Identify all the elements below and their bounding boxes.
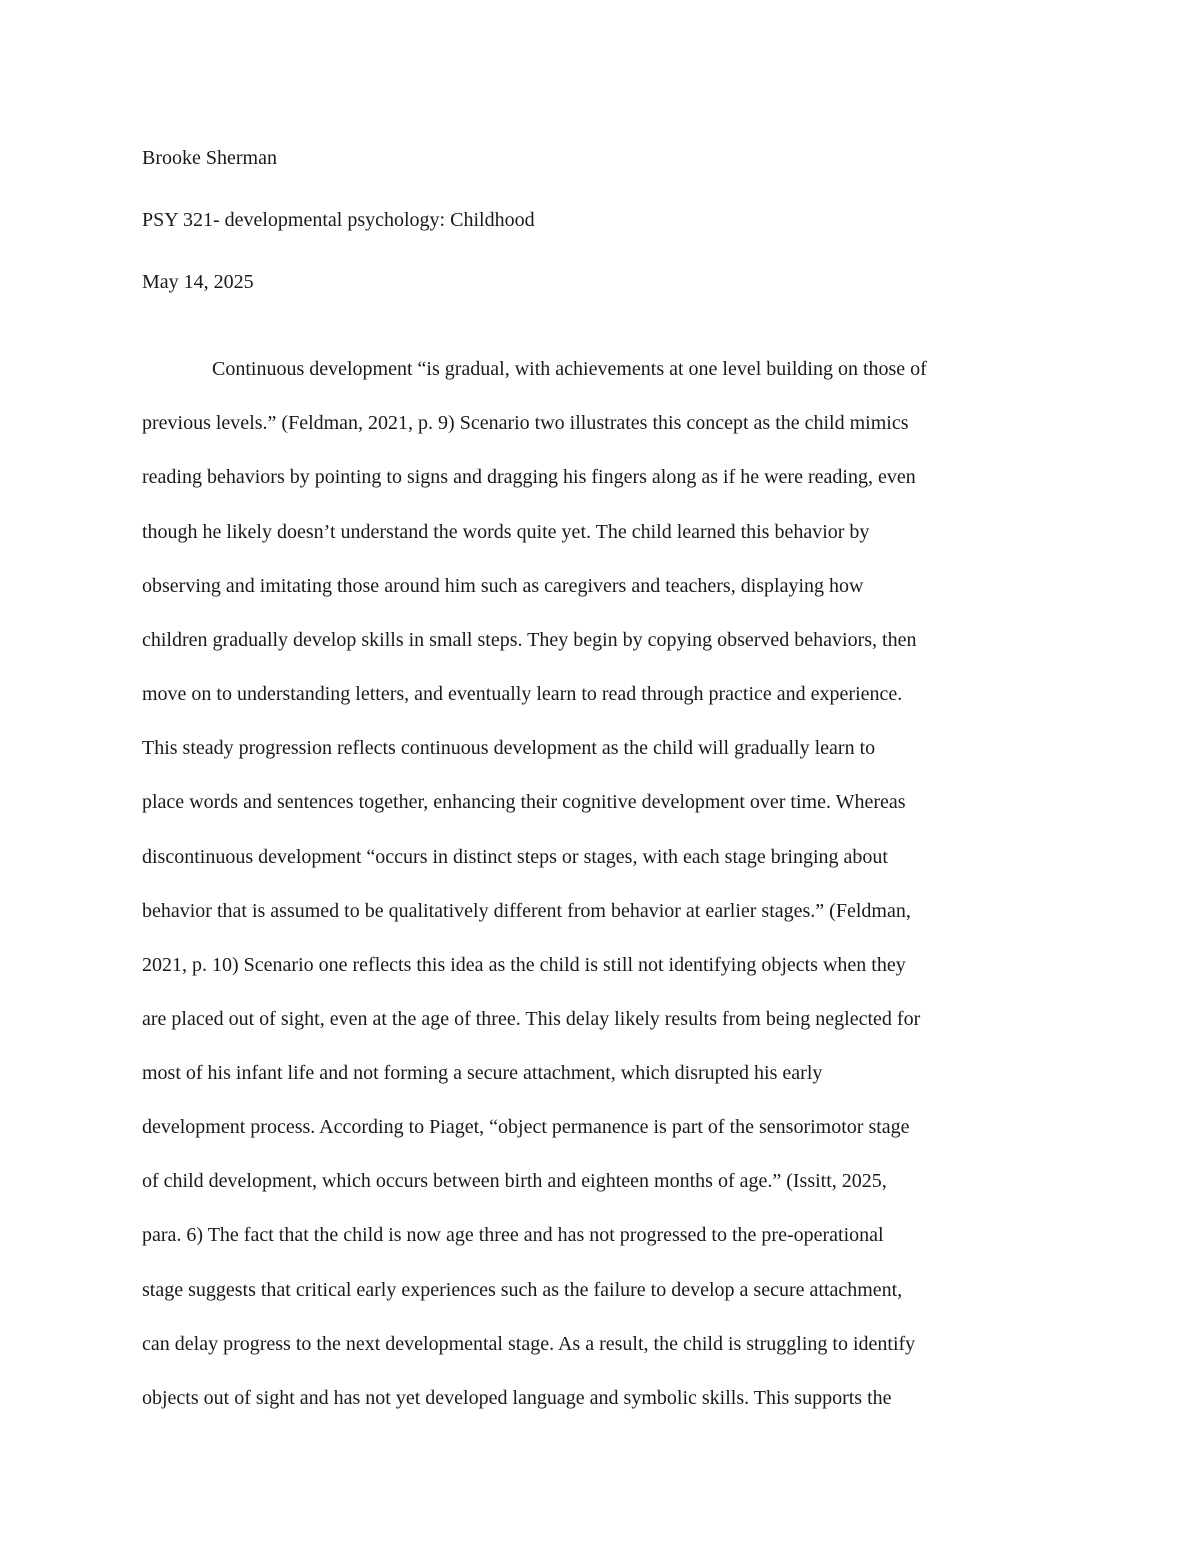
- paragraph-line: of child development, which occurs between birth and eighteen months of age.” (Issitt, 2025,: [142, 1170, 887, 1192]
- paragraph-line: This steady progression reflects continuous development as the child will gradually learn to: [142, 737, 876, 759]
- paragraph-line: discontinuous development “occurs in distinct steps or stages, with each stage bringing about: [142, 846, 888, 868]
- paragraph-line: 2021, p. 10) Scenario one reflects this idea as the child is still not identifying objects when they: [142, 954, 906, 976]
- paragraph-line: move on to understanding letters, and eventually learn to read through practice and experience.: [142, 683, 903, 705]
- paragraph-line: can delay progress to the next developmental stage. As a result, the child is struggling to identify: [142, 1333, 916, 1355]
- document-date: May 14, 2025: [142, 271, 254, 293]
- paragraph-line: Continuous development “is gradual, with achievements at one level building on those of: [212, 358, 927, 380]
- paragraph-line: children gradually develop skills in small steps. They begin by copying observed behaviors, then: [142, 629, 917, 651]
- paragraph-line: behavior that is assumed to be qualitatively different from behavior at earlier stages.” (Feldman,: [142, 900, 911, 922]
- paragraph-line: most of his infant life and not forming a secure attachment, which disrupted his early: [142, 1062, 823, 1084]
- paragraph-line: para. 6) The fact that the child is now age three and has not progressed to the pre-operational: [142, 1224, 884, 1246]
- paragraph-line: previous levels.” (Feldman, 2021, p. 9) Scenario two illustrates this concept as the child mimics: [142, 412, 909, 434]
- paragraph-line: objects out of sight and has not yet developed language and symbolic skills. This supports the: [142, 1387, 892, 1409]
- paragraph-line: place words and sentences together, enhancing their cognitive development over time. Whereas: [142, 791, 906, 813]
- paragraph-line: observing and imitating those around him such as caregivers and teachers, displaying how: [142, 575, 864, 597]
- paragraph-line: though he likely doesn’t understand the words quite yet. The child learned this behavior by: [142, 521, 870, 543]
- paragraph-line: reading behaviors by pointing to signs and dragging his fingers along as if he were reading, even: [142, 466, 916, 488]
- paragraph-line: stage suggests that critical early experiences such as the failure to develop a secure attachment,: [142, 1279, 903, 1301]
- course-title: PSY 321- developmental psychology: Childhood: [142, 209, 535, 231]
- paragraph-line: are placed out of sight, even at the age of three. This delay likely results from being neglected for: [142, 1008, 921, 1030]
- author-name: Brooke Sherman: [142, 147, 277, 169]
- paragraph-line: development process. According to Piaget, “object permanence is part of the sensorimotor stage: [142, 1116, 910, 1138]
